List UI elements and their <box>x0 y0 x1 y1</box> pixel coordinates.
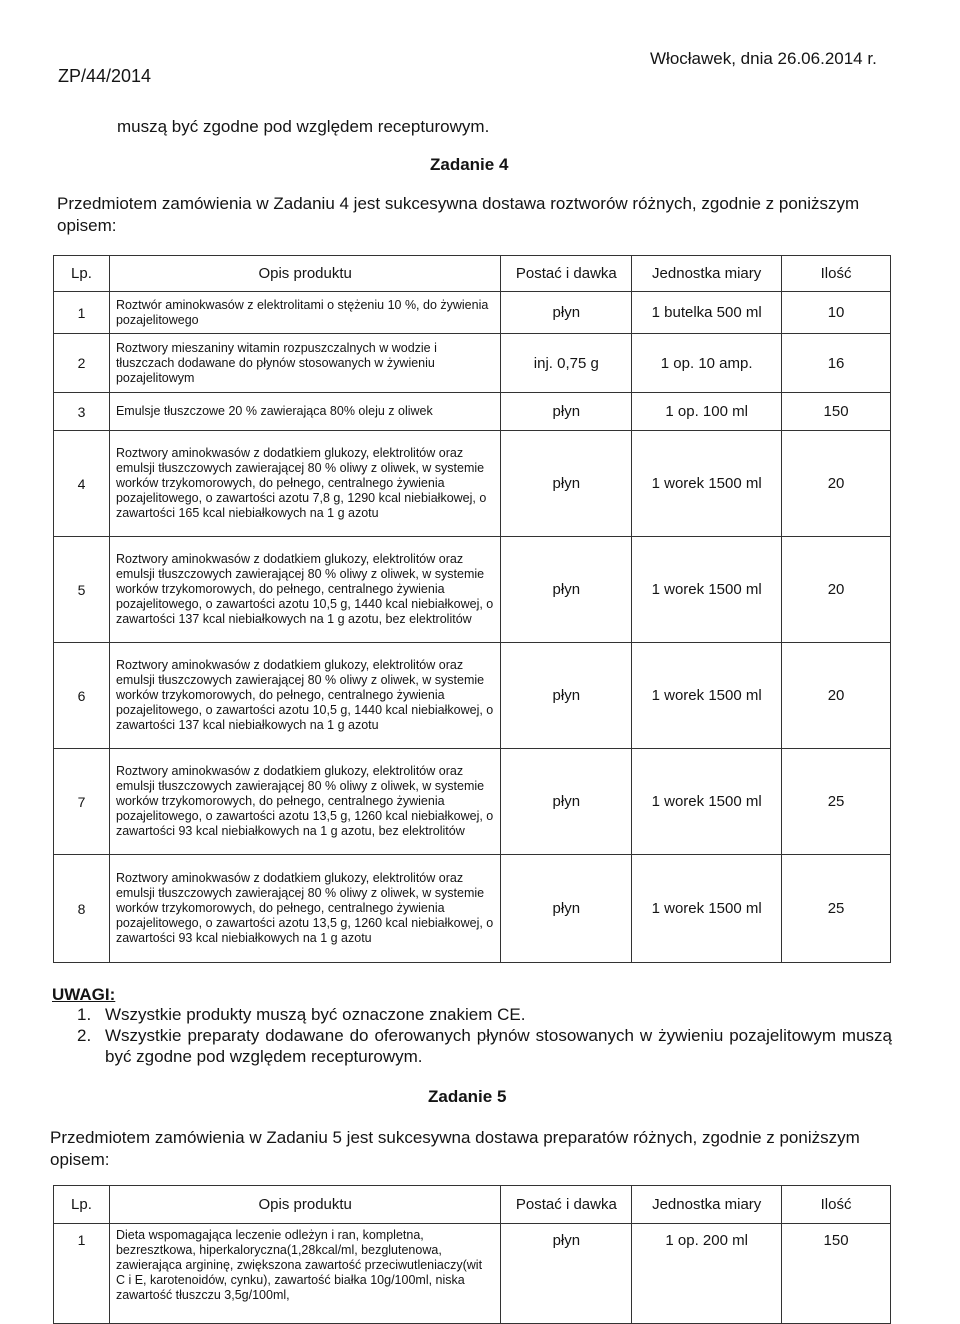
row-quantity: 25 <box>782 855 891 963</box>
table-header-row <box>54 256 891 292</box>
uwagi-item <box>77 1004 892 1025</box>
row-description: Roztwory aminokwasów z dodatkiem glukozy, elektrolitów oraz emulsji tłuszczowych zawierającej 80 % oliwy z oliwek, w systemie worków trzykomorowych, do pełnego, centralnego żywienia pozajelitowego, o zawartości azotu 13,5 g, 1260 kcal niebiałkowej, o zawartości 93 kcal niebiałkowych na 1 g azotu, bez elektrolitów <box>109 749 500 855</box>
column-header-lp: Lp. <box>54 1186 110 1224</box>
row-quantity: 10 <box>782 292 891 334</box>
row-quantity: 25 <box>782 749 891 855</box>
row-form: płyn <box>501 393 632 431</box>
row-lp: 8 <box>54 855 110 963</box>
row-lp: 2 <box>54 334 110 393</box>
uwagi-item-text: Wszystkie produkty muszą być oznaczone znakiem CE. <box>105 1005 526 1024</box>
column-header-quantity: Ilość <box>782 1186 891 1224</box>
row-description: Roztwory mieszaniny witamin rozpuszczalnych w wodzie i tłuszczach dodawane do płynów stosowanych w żywieniu pozajelitowym <box>109 334 500 393</box>
row-unit: 1 worek 1500 ml <box>632 537 782 643</box>
table-header-row <box>54 1186 891 1224</box>
row-lp: 7 <box>54 749 110 855</box>
row-description: Roztwory aminokwasów z dodatkiem glukozy, elektrolitów oraz emulsji tłuszczowych zawierającej 80 % oliwy z oliwek, w systemie worków trzykomorowych, do pełnego, centralnego żywienia pozajelitowego, o zawartości azotu 10,5 g, 1440 kcal niebiałkowej, o zawartości 137 kcal niebiałkowych na 1 g azotu, bez elektrolitów <box>109 537 500 643</box>
row-description: Roztwory aminokwasów z dodatkiem glukozy, elektrolitów oraz emulsji tłuszczowych zawierającej 80 % oliwy z oliwek, w systemie worków trzykomorowych, do pełnego, centralnego żywienia pozajelitowego, o zawartości azotu 10,5 g, 1440 kcal niebiałkowej, o zawartości 137 kcal niebiałkowych na 1 g azotu <box>109 643 500 749</box>
row-description: Dieta wspomagająca leczenie odleżyn i ran, kompletna, bezresztkowa, hiperkaloryczna(1,28kcal/ml, bezglutenowa, zawierająca argininę, zwiększona zawartość przeciwutleniaczy(wit C i E, karotenoidów, cynku), zawartość białka 10g/100ml, niska zawartość tłuszczu 3,5g/100ml, <box>109 1224 501 1324</box>
row-description: Roztwory aminokwasów z dodatkiem glukozy, elektrolitów oraz emulsji tłuszczowych zawierającej 80 % oliwy z oliwek, w systemie worków trzykomorowych, do pełnego, centralnego żywienia pozajelitowego, o zawartości azotu 13,5 g, 1260 kcal niebiałkowej, o zawartości 93 kcal niebiałkowych na 1 g azotu <box>109 855 500 963</box>
row-unit: 1 butelka 500 ml <box>632 292 782 334</box>
row-form: płyn <box>501 855 632 963</box>
column-header-form: Postać i dawka <box>501 256 632 292</box>
uwagi-heading: UWAGI: <box>52 985 116 1004</box>
table-row <box>54 537 891 643</box>
row-form: inj. 0,75 g <box>501 334 632 393</box>
row-quantity: 150 <box>782 1224 891 1324</box>
column-header-unit: Jednostka miary <box>632 1186 782 1224</box>
uwagi-item-text: Wszystkie preparaty dodawane do oferowanych płynów stosowanych w żywieniu pozajelitowym muszą być zgodne pod względem recepturowym. <box>105 1026 892 1066</box>
document-reference: ZP/44/2014 <box>58 66 152 86</box>
row-form: płyn <box>501 292 632 334</box>
row-unit: 1 op. 200 ml <box>632 1224 782 1324</box>
row-lp: 4 <box>54 431 110 537</box>
row-form: płyn <box>501 1224 632 1324</box>
row-description: Emulsje tłuszczowe 20 % zawierająca 80% oleju z oliwek <box>109 393 500 431</box>
table-row <box>54 393 891 431</box>
column-header-form: Postać i dawka <box>501 1186 632 1224</box>
zadanie-4-intro: Przedmiotem zamówienia w Zadaniu 4 jest sukcesywna dostawa roztworów różnych, zgodnie z poniższym opisem: <box>57 194 860 235</box>
zadanie-4-title: Zadanie 4 <box>430 155 509 174</box>
row-form: płyn <box>501 643 632 749</box>
zadanie-5-intro: Przedmiotem zamówienia w Zadaniu 5 jest sukcesywna dostawa preparatów różnych, zgodnie z poniższym opisem: <box>50 1128 860 1169</box>
row-unit: 1 worek 1500 ml <box>632 431 782 537</box>
row-unit: 1 op. 100 ml <box>632 393 782 431</box>
table-row <box>54 643 891 749</box>
table-row <box>54 855 891 963</box>
table-row <box>54 292 891 334</box>
column-header-unit: Jednostka miary <box>632 256 782 292</box>
row-quantity: 16 <box>782 334 891 393</box>
row-description: Roztwór aminokwasów z elektrolitami o stężeniu 10 %, do żywienia pozajelitowego <box>109 292 500 334</box>
column-header-description: Opis produktu <box>109 1186 501 1224</box>
row-form: płyn <box>501 431 632 537</box>
row-lp: 3 <box>54 393 110 431</box>
zadanie-4-table <box>53 255 891 963</box>
column-header-lp: Lp. <box>54 256 110 292</box>
uwagi-item-number: 2. <box>77 1026 92 1045</box>
table-row <box>54 749 891 855</box>
row-quantity: 20 <box>782 537 891 643</box>
row-form: płyn <box>501 749 632 855</box>
row-unit: 1 op. 10 amp. <box>632 334 782 393</box>
row-lp: 6 <box>54 643 110 749</box>
row-quantity: 20 <box>782 643 891 749</box>
column-header-quantity: Ilość <box>782 256 891 292</box>
uwagi-item <box>77 1025 892 1067</box>
row-quantity: 150 <box>782 393 891 431</box>
row-description: Roztwory aminokwasów z dodatkiem glukozy, elektrolitów oraz emulsji tłuszczowych zawierającej 80 % oliwy z oliwek, w systemie worków trzykomorowych, do pełnego, centralnego żywienia pozajelitowego, o zawartości azotu 7,8 g, 1290 kcal niebiałkowej, o zawartości 165 kcal niebiałkowych na 1 g azotu <box>109 431 500 537</box>
zadanie-5-table <box>53 1185 891 1324</box>
row-unit: 1 worek 1500 ml <box>632 855 782 963</box>
place-and-date: Włocławek, dnia 26.06.2014 r. <box>650 49 877 68</box>
table-row <box>54 431 891 537</box>
table-row <box>54 1224 891 1324</box>
row-unit: 1 worek 1500 ml <box>632 749 782 855</box>
row-lp: 5 <box>54 537 110 643</box>
uwagi-list <box>77 1004 892 1067</box>
zadanie-5-title: Zadanie 5 <box>428 1087 507 1106</box>
continuation-text: muszą być zgodne pod względem recepturowym. <box>117 117 490 136</box>
row-quantity: 20 <box>782 431 891 537</box>
column-header-description: Opis produktu <box>109 256 500 292</box>
row-lp: 1 <box>54 292 110 334</box>
uwagi-item-number: 1. <box>77 1005 92 1024</box>
row-lp: 1 <box>54 1224 110 1324</box>
row-unit: 1 worek 1500 ml <box>632 643 782 749</box>
table-row <box>54 334 891 393</box>
row-form: płyn <box>501 537 632 643</box>
